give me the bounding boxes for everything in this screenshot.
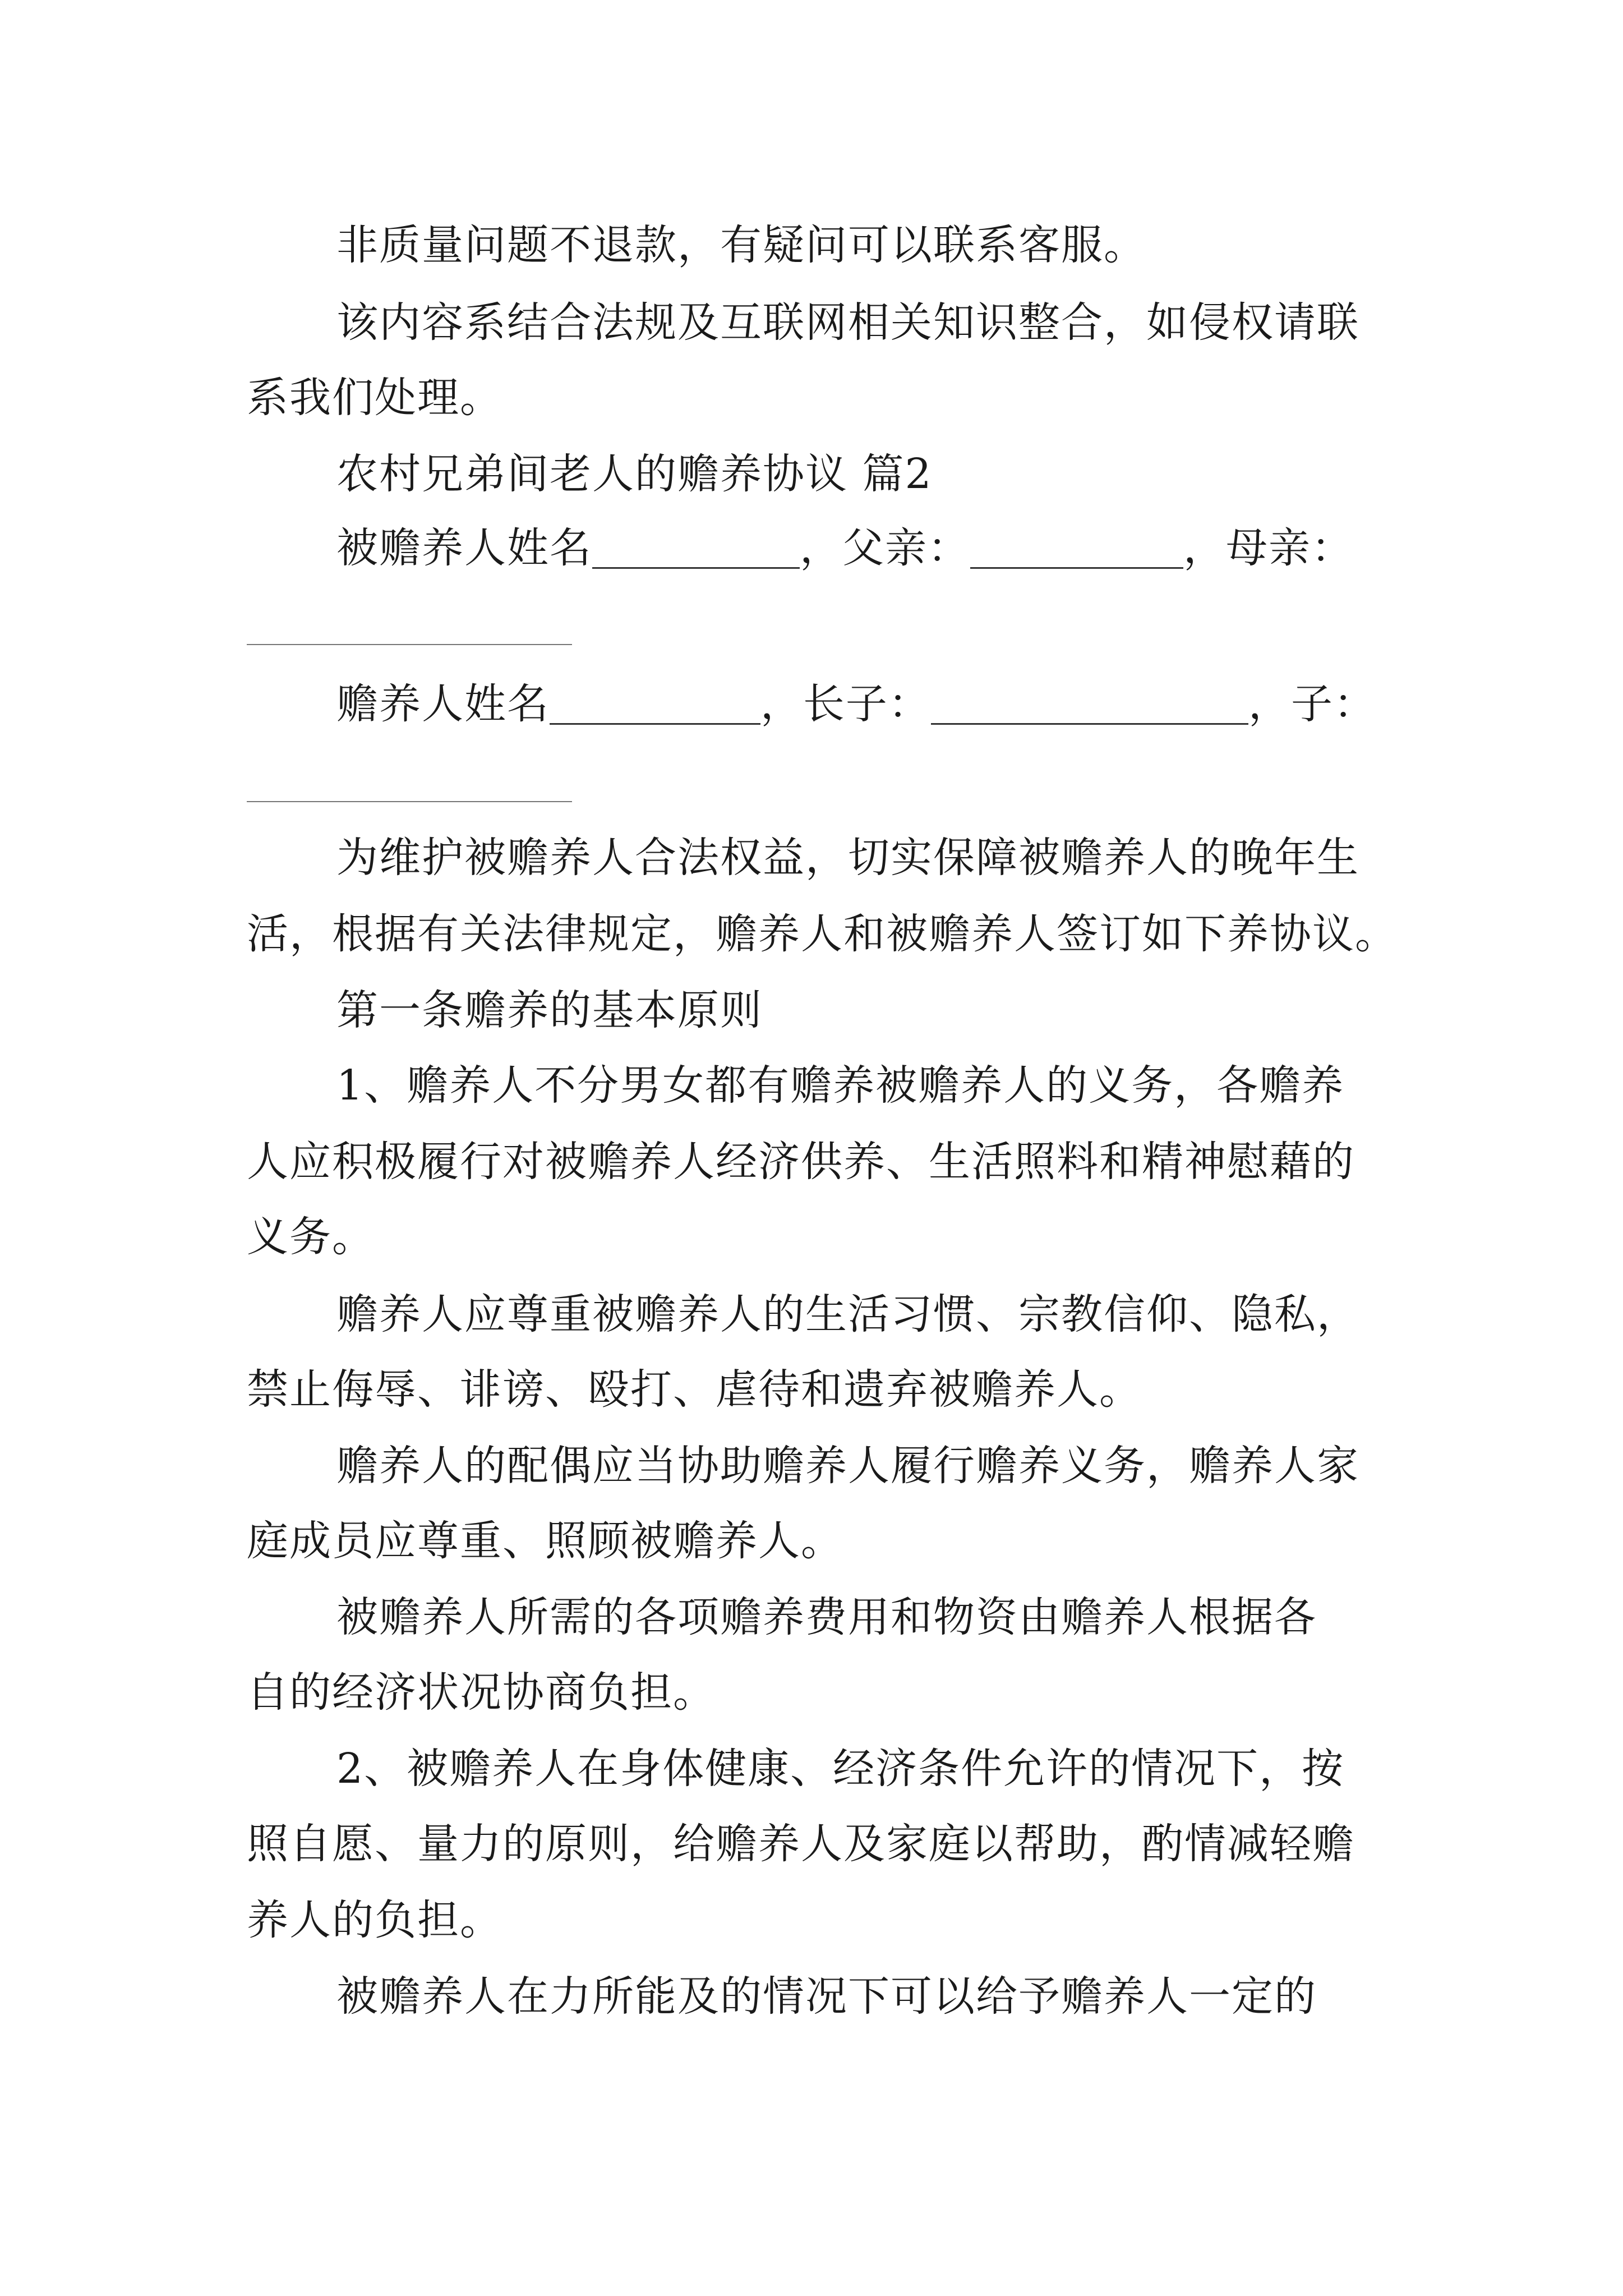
- section-heading: 农村兄弟间老人的赡养协议 篇2: [336, 450, 933, 498]
- paragraph-respect-line-1: 赡养人应尊重被赡养人的生活习惯、宗教信仰、隐私，: [336, 1290, 1359, 1338]
- paragraph-clause-2-line-3: 养人的负担。: [247, 1896, 502, 1944]
- article-1-heading: 第一条赡养的基本原则: [336, 986, 763, 1034]
- paragraph-clause-1-line-3: 义务。: [247, 1213, 375, 1261]
- paragraph-help-line-1: 被赡养人在力所能及的情况下可以给予赡养人一定的: [336, 1972, 1317, 2021]
- paragraph-clause-2-line-1: 2、被赡养人在身体健康、经济条件允许的情况下，按: [336, 1745, 1345, 1793]
- supporter-name-blank: [550, 688, 760, 725]
- father-name-blank: [970, 532, 1183, 569]
- paragraph-clause-1-line-1: 1、赡养人不分男女都有赡养被赡养人的义务，各赡养: [336, 1061, 1345, 1110]
- mother-name-blank: [247, 644, 572, 645]
- supporter-row: [336, 680, 1376, 728]
- supported-person-name-blank: [592, 532, 800, 569]
- eldest-son-name-blank: [931, 688, 1248, 725]
- supporter-label: 赡养人姓名: [336, 680, 550, 728]
- supported-person-label: 被赡养人姓名: [336, 524, 592, 572]
- paragraph-purpose-line-1: 为维护被赡养人合法权益，切实保障被赡养人的晚年生: [336, 834, 1359, 882]
- father-label: ，父亲：: [800, 524, 970, 572]
- eldest-son-label: ，长子：: [760, 680, 931, 728]
- paragraph-clause-2-line-2: 照自愿、量力的原则，给赡养人及家庭以帮助，酌情减轻赡: [247, 1820, 1355, 1868]
- paragraph-spouse-line-2: 庭成员应尊重、照顾被赡养人。: [247, 1517, 843, 1565]
- son-name-blank: [247, 801, 572, 802]
- paragraph-expenses-line-2: 自的经济状况协商负担。: [247, 1668, 716, 1717]
- mother-label: ，母亲：: [1183, 524, 1354, 572]
- paragraph-no-refund: 非质量问题不退款，有疑问可以联系客服。: [336, 221, 1146, 269]
- supported-person-row: [336, 524, 1376, 572]
- paragraph-clause-1-line-2: 人应积极履行对被赡养人经济供养、生活照料和精神慰藉的: [247, 1138, 1355, 1186]
- paragraph-spouse-line-1: 赡养人的配偶应当协助赡养人履行赡养义务，赡养人家: [336, 1442, 1359, 1490]
- paragraph-expenses-line-1: 被赡养人所需的各项赡养费用和物资由赡养人根据各: [336, 1593, 1317, 1641]
- paragraph-purpose-line-2: 活，根据有关法律规定，赡养人和被赡养人签订如下养协议。: [247, 910, 1398, 958]
- paragraph-copyright-line-2: 系我们处理。: [247, 374, 502, 422]
- paragraph-copyright-line-1: 该内容系结合法规及互联网相关知识整合，如侵权请联: [336, 298, 1359, 347]
- paragraph-respect-line-2: 禁止侮辱、诽谤、殴打、虐待和遗弃被赡养人。: [247, 1365, 1142, 1414]
- son-label: ，子：: [1248, 680, 1376, 728]
